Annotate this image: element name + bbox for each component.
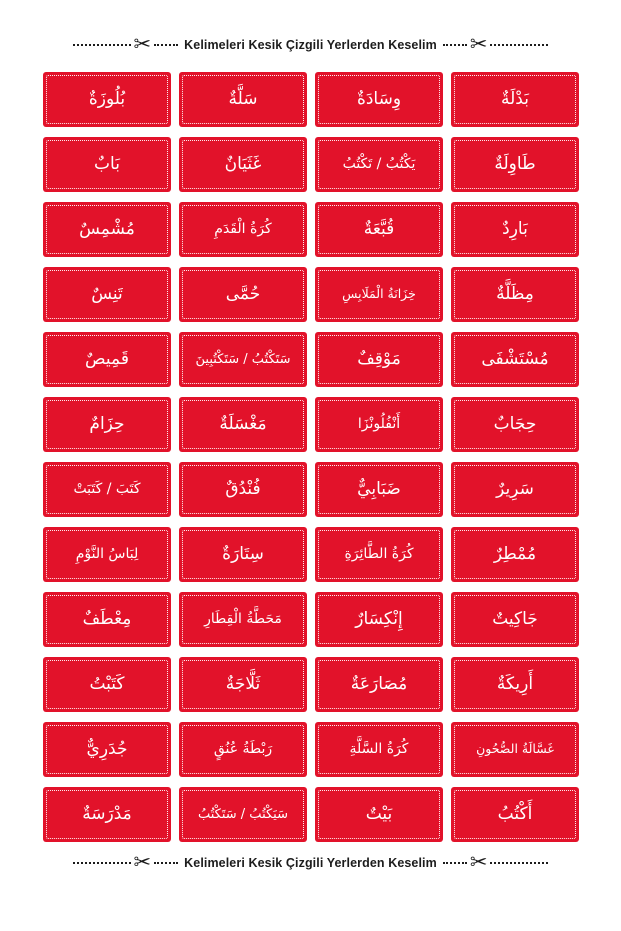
scissors-icon: ✂ <box>133 850 152 874</box>
word-card-text: بُلُوزَةٌ <box>88 88 126 109</box>
word-card[interactable] <box>451 332 579 387</box>
word-card-text: كُرَةُ السَّلَّةِ <box>349 741 409 758</box>
word-card-text: وِسَادَةٌ <box>356 88 402 109</box>
word-card-text: أَكْتُبُ <box>497 803 533 824</box>
word-card[interactable] <box>451 137 579 192</box>
dotted-line-segment <box>154 862 178 865</box>
word-card[interactable] <box>43 332 171 387</box>
word-card-text: غَثَيَانٌ <box>224 153 262 174</box>
word-card-text: مَوْقِفٌ <box>357 348 401 369</box>
word-card-text: مَحَطَّةُ الْقِطَارِ <box>204 611 282 628</box>
word-card[interactable] <box>179 137 307 192</box>
word-card[interactable] <box>315 657 443 712</box>
word-card[interactable] <box>451 72 579 127</box>
word-card[interactable] <box>451 592 579 647</box>
dotted-line-segment <box>443 44 467 47</box>
word-card[interactable] <box>43 657 171 712</box>
word-card-text: إِنْكِسَارٌ <box>355 608 403 629</box>
word-card[interactable] <box>315 397 443 452</box>
word-card[interactable] <box>315 592 443 647</box>
word-card[interactable] <box>451 527 579 582</box>
word-card-text: سَرِيرٌ <box>496 478 534 499</box>
word-card-text: مُسْتَشْفَى <box>481 348 549 369</box>
word-card-text: بَارِدٌ <box>502 218 528 239</box>
word-card[interactable] <box>179 722 307 777</box>
word-card[interactable] <box>451 462 579 517</box>
word-card-text: بَابٌ <box>94 153 120 174</box>
word-card[interactable] <box>43 202 171 257</box>
word-card[interactable] <box>451 722 579 777</box>
word-card-text: رَبْطَةُ عُنُقٍ <box>213 741 273 758</box>
dotted-line-segment <box>443 862 467 865</box>
dotted-line-segment <box>490 862 548 865</box>
word-card-grid <box>43 72 579 842</box>
dotted-line-segment <box>73 862 131 865</box>
word-card-text: يَكْتُبُ / تَكْتُبُ <box>342 156 416 173</box>
dotted-line-segment <box>154 44 178 47</box>
word-card-text: مُصَارَعَةٌ <box>350 673 408 694</box>
word-card-text: مِظَلَّةٌ <box>496 283 534 304</box>
word-card-text: ثَلَّاجَةٌ <box>225 673 261 694</box>
word-card-text: لِبَاسُ النَّوْمِ <box>75 546 139 563</box>
word-card[interactable] <box>179 592 307 647</box>
word-card[interactable] <box>315 787 443 842</box>
word-card-text: حِزَامٌ <box>89 413 125 434</box>
word-card-text: كُرَةُ الْقَدَمِ <box>214 221 272 238</box>
word-card-text: سَتَكْتُبُ / سَتَكْتُبِينَ <box>195 351 291 367</box>
word-card-text: خِزَانَةُ الْمَلَابِسِ <box>342 286 416 302</box>
word-card-text: مُشْمِسٌ <box>79 218 135 239</box>
word-card-text: جَاكِيتٌ <box>492 608 538 629</box>
cut-line-top <box>0 30 621 60</box>
word-card[interactable] <box>451 202 579 257</box>
word-card[interactable] <box>315 72 443 127</box>
word-card[interactable] <box>43 527 171 582</box>
word-card-text: أَنْفُلُونْزَا <box>357 416 401 433</box>
word-card-text: فُنْدُقٌ <box>225 478 261 499</box>
word-card-text: مُمْطِرٌ <box>493 543 537 564</box>
word-card-text: جُدَرِيٌّ <box>86 738 128 759</box>
word-card-text: حِجَابٌ <box>493 413 537 434</box>
scissors-icon: ✂ <box>133 32 152 56</box>
word-card[interactable] <box>179 202 307 257</box>
word-card-text: ضَبَابِيٌّ <box>357 478 401 499</box>
word-card-text: قُبَّعَةٌ <box>363 218 395 239</box>
word-card-text: سَيَكْتُبُ / سَتَكْتُبُ <box>197 806 288 822</box>
word-card-text: غَسَّالَةُ الصُّحُونِ <box>476 741 554 757</box>
word-card-text: أَرِيكَةٌ <box>496 673 534 694</box>
word-card-text: مَغْسَلَةٌ <box>219 413 267 434</box>
word-card-text: كُرَةُ الطَّائِرَةِ <box>344 546 414 563</box>
word-card[interactable] <box>315 267 443 322</box>
word-card-text: سِتَارَةٌ <box>222 543 264 564</box>
word-card[interactable] <box>315 137 443 192</box>
word-card[interactable] <box>315 722 443 777</box>
word-card[interactable] <box>315 462 443 517</box>
word-card-text: طَاوِلَةٌ <box>494 153 536 174</box>
word-card[interactable] <box>179 462 307 517</box>
word-card[interactable] <box>43 267 171 322</box>
cut-instruction-label-top: Kelimeleri Kesik Çizgili Yerlerden Keselim <box>184 38 437 52</box>
word-card[interactable] <box>451 787 579 842</box>
word-card-text: بَدْلَةٌ <box>501 88 529 109</box>
word-card[interactable] <box>315 332 443 387</box>
word-card-text: حُمَّى <box>225 283 261 304</box>
word-card[interactable] <box>43 462 171 517</box>
word-card[interactable] <box>179 332 307 387</box>
word-card[interactable] <box>451 397 579 452</box>
word-card[interactable] <box>43 72 171 127</box>
word-card[interactable] <box>179 267 307 322</box>
word-card[interactable] <box>179 657 307 712</box>
scissors-icon: ✂ <box>469 32 488 56</box>
dotted-line-segment <box>73 44 131 47</box>
word-card-text: مَدْرَسَةٌ <box>82 803 132 824</box>
word-card-text: سَلَّةٌ <box>228 88 258 109</box>
scissors-icon: ✂ <box>469 850 488 874</box>
word-card[interactable] <box>43 787 171 842</box>
cut-instruction-label-bottom: Kelimeleri Kesik Çizgili Yerlerden Keselim <box>184 856 437 870</box>
dotted-line-segment <box>490 44 548 47</box>
word-card[interactable] <box>179 72 307 127</box>
word-card[interactable] <box>315 527 443 582</box>
word-card[interactable] <box>43 722 171 777</box>
word-card[interactable] <box>451 267 579 322</box>
word-card[interactable] <box>43 137 171 192</box>
word-card[interactable] <box>43 592 171 647</box>
word-card-text: قَمِيصٌ <box>85 348 129 369</box>
word-card-text: كَتَبْتُ <box>89 673 125 694</box>
word-card[interactable] <box>451 657 579 712</box>
word-card[interactable] <box>315 202 443 257</box>
word-card-text: مِعْطَفٌ <box>82 608 132 629</box>
word-card-text: تَنِسٌ <box>91 283 123 304</box>
word-card[interactable] <box>179 527 307 582</box>
cut-line-bottom <box>0 848 621 878</box>
word-card[interactable] <box>179 397 307 452</box>
word-card[interactable] <box>43 397 171 452</box>
word-card-text: بَيْتٌ <box>365 803 393 824</box>
word-card[interactable] <box>179 787 307 842</box>
word-card-text: كَتَبَ / كَتَبَتْ <box>73 481 141 498</box>
